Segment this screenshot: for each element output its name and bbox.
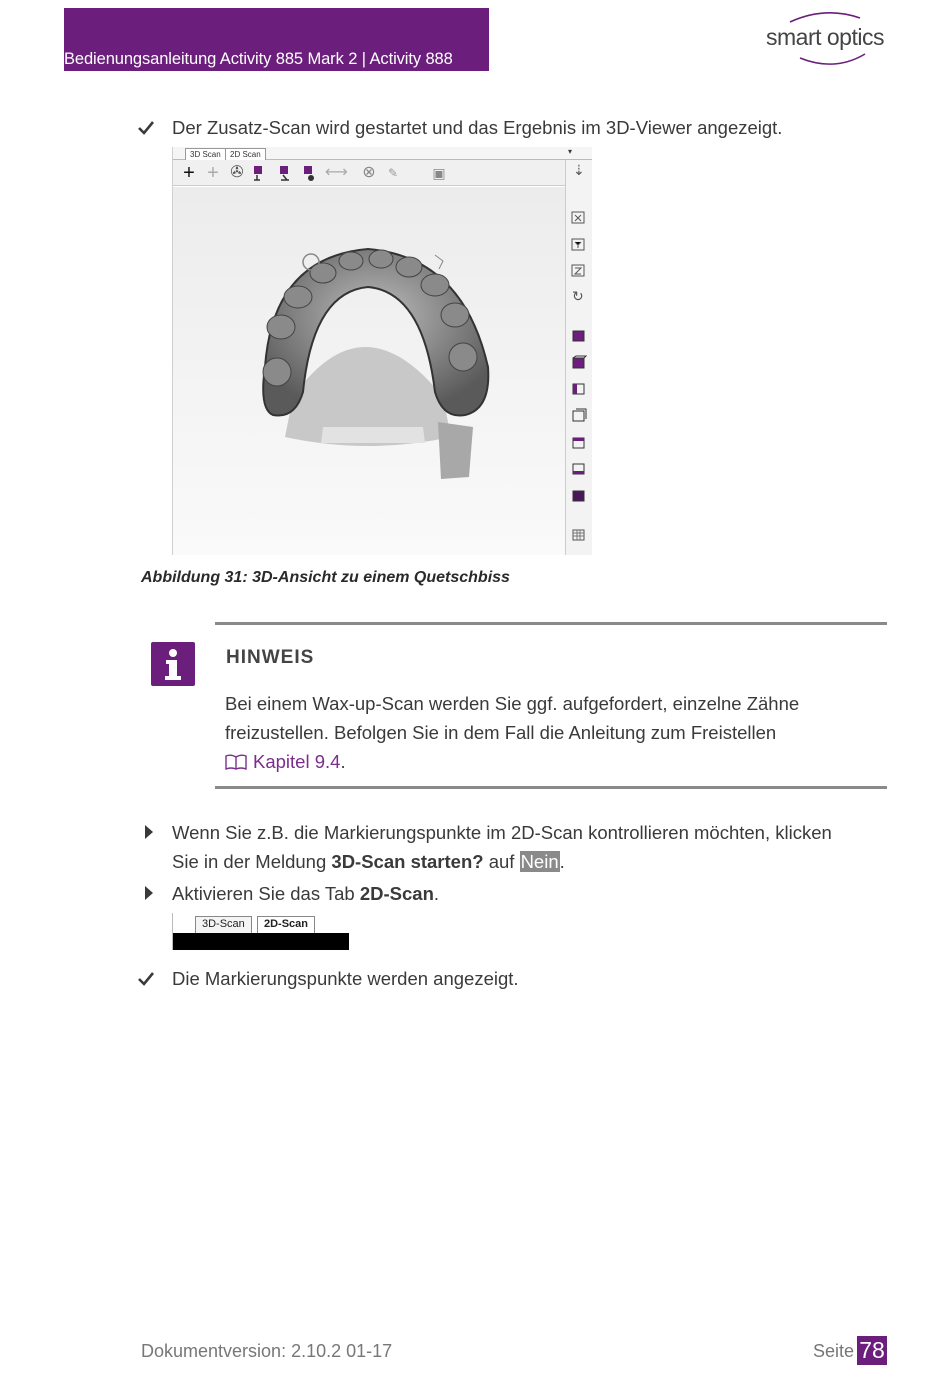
smart-optics-logo — [760, 8, 890, 68]
cube-front-icon — [571, 355, 587, 370]
tab-2d-scan[interactable]: 2D-Scan — [257, 916, 315, 933]
document-version: Dokumentversion: 2.10.2 01-17 — [141, 1341, 393, 1361]
cube-left-icon — [571, 381, 587, 396]
page-number: 78 — [857, 1336, 887, 1365]
step2-prefix: Sie in der Meldung — [172, 851, 332, 872]
step2-bold: 3D-Scan starten? — [331, 851, 484, 872]
3d-viewport — [173, 187, 565, 555]
figure-caption: Abbildung 31: 3D-Ansicht zu einem Quetschbiss — [141, 569, 510, 586]
viewer-toolbar — [173, 160, 565, 186]
tab-screenshot — [172, 913, 348, 950]
step2-middle: auf — [483, 851, 520, 872]
down-arrow-icon: ⇣ — [573, 162, 585, 178]
logo-text: smart optics — [766, 24, 884, 50]
add-icon: + — [183, 162, 195, 184]
dropdown-arrow-icon: ▾ — [567, 147, 572, 156]
tab-3d-scan[interactable]: 3D-Scan — [195, 916, 252, 933]
step3-suffix: . — [433, 883, 440, 904]
step-result-text: Der Zusatz-Scan wird gestartet und das Ergebnis im 3D-Viewer angezeigt. — [172, 117, 783, 138]
check-icon — [137, 970, 155, 988]
scan-object-icon — [251, 164, 267, 182]
cube-top-icon — [571, 435, 587, 450]
step-activate-tab — [172, 879, 439, 908]
slider-icon: ⟷ — [325, 164, 348, 181]
step2-suffix: . — [559, 851, 565, 872]
rotate-icon: ✇ — [230, 164, 244, 181]
3d-viewer-screenshot — [172, 147, 591, 555]
step-instruction-line-2 — [172, 847, 565, 876]
book-icon — [225, 753, 247, 771]
arrow-right-icon — [143, 885, 155, 901]
page-label: Seite — [813, 1341, 855, 1361]
viewer-tabs — [173, 147, 592, 160]
note-line-1: Bei einem Wax-up-Scan werden Sie ggf. aufgefordert, einzelne Zähne — [225, 693, 800, 714]
note-line-2: freizustellen. Befolgen Sie in dem Fall die Anleitung zum Freistellen — [225, 722, 777, 743]
step-instruction-line-1: Wenn Sie z.B. die Markierungspunkte im 2D-Scan kontrollieren möchten, klicken — [172, 822, 832, 843]
note-link-suffix: . — [340, 751, 346, 772]
header-bar — [64, 8, 489, 71]
cube-solid-icon — [571, 328, 587, 343]
dental-model-render — [173, 187, 565, 555]
check-icon — [137, 119, 155, 137]
crosshair-icon: ⊗ — [362, 164, 376, 181]
cube-bottom-icon — [571, 461, 587, 476]
cube-right-icon — [571, 408, 587, 423]
header-title: Bedienungsanleitung Activity 885 Mark 2 | Activity 888 — [64, 50, 453, 68]
viewer-sidebar — [565, 160, 592, 555]
cube-back-icon — [571, 488, 587, 503]
note-bottom-rule — [215, 786, 887, 789]
step3-bold: 2D-Scan — [359, 883, 434, 904]
tab-2d-scan: 2D Scan — [225, 148, 266, 160]
chapter-link[interactable]: Kapitel 9.4 — [253, 751, 341, 772]
view-x-icon — [571, 210, 587, 225]
note-heading: HINWEIS — [226, 647, 315, 668]
note-line-3 — [225, 747, 346, 776]
cube-wireframe-icon — [571, 527, 587, 542]
info-icon — [151, 642, 195, 686]
tab-3d-scan: 3D Scan — [185, 148, 226, 160]
reset-view-icon: ↻ — [572, 288, 584, 304]
step-result-markers: Die Markierungspunkte werden angezeigt. — [172, 968, 519, 989]
view-z-icon — [571, 263, 587, 278]
note-top-rule — [215, 622, 887, 625]
add-disabled-icon: + — [207, 162, 219, 184]
step3-prefix: Aktivieren Sie das Tab — [172, 883, 360, 904]
arrow-right-icon — [143, 824, 155, 840]
nein-button[interactable]: Nein — [520, 851, 559, 872]
save-icon: ▣ — [432, 165, 446, 181]
tab-content-bar — [173, 933, 349, 950]
view-y-icon — [571, 237, 587, 252]
brush-icon: ✎ — [387, 166, 399, 180]
scan-upper-icon — [277, 164, 293, 182]
scan-lower-icon — [301, 164, 317, 182]
